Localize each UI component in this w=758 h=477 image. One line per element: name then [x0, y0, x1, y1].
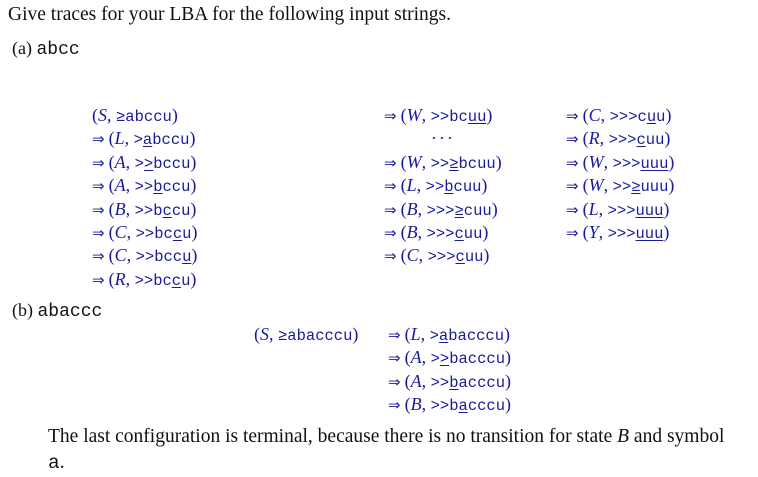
config-comma: , [600, 105, 610, 125]
derivation-arrow: ⇒ [388, 396, 401, 415]
derivation-arrow: ⇒ [566, 223, 579, 242]
config-comma: , [421, 394, 431, 415]
config-state: A [410, 347, 422, 368]
config-comma: , [125, 151, 135, 172]
config-close: ) [505, 347, 512, 368]
trace-a-column-1 [92, 104, 197, 291]
config-close: ) [668, 175, 675, 196]
derivation-arrow: ⇒ [92, 223, 105, 242]
config-comma: , [421, 347, 431, 368]
config-tape [608, 225, 664, 243]
config-tape [431, 374, 505, 392]
derivation-arrow: ⇒ [92, 247, 105, 266]
config-tape [613, 155, 669, 173]
config-open: ( [400, 221, 407, 242]
tape-segment: >> [430, 373, 450, 392]
config-tape [427, 225, 483, 243]
tape-segment: >> [612, 178, 632, 197]
conclusion-symbol: a [48, 452, 60, 474]
config-close: ) [191, 245, 198, 266]
tape-head-cell: u [182, 248, 192, 267]
derivation-arrow: ⇒ [388, 326, 401, 344]
tape-head-cell: a [438, 327, 449, 345]
tape-segment: bacccu [448, 327, 505, 345]
tape-segment: >> [134, 201, 154, 220]
tape-segment: > [134, 154, 144, 173]
tape-head-cell: b [444, 178, 454, 197]
tape-head-cell: c [636, 131, 646, 150]
config-open: ( [404, 394, 411, 415]
tape-head-cell: ≥ [454, 201, 464, 220]
tape-segment: acccu [458, 373, 506, 392]
tape-segment: >>> [426, 224, 455, 243]
derivation-arrow: ⇒ [92, 270, 105, 289]
config-state: W [406, 151, 422, 172]
tape-head-cell: uuu [635, 201, 664, 220]
tape-segment: >> [430, 397, 450, 416]
config-comma: , [124, 128, 134, 149]
config-close: ) [191, 221, 198, 242]
config-open: ( [108, 198, 115, 219]
config-state: S [98, 105, 107, 125]
tape-segment: uuu [640, 178, 669, 197]
tape-segment: >> [430, 154, 450, 173]
config-comma: , [126, 221, 136, 242]
config-comma: , [125, 198, 135, 219]
derivation-arrow: ⇒ [388, 372, 401, 391]
derivation-arrow: ⇒ [92, 130, 105, 149]
config-comma: , [603, 151, 613, 172]
trace-row [92, 244, 197, 267]
config-state: W [588, 151, 604, 172]
config-tape [608, 202, 664, 220]
trace-row [566, 198, 674, 221]
config-open: ( [582, 221, 589, 242]
config-tape [427, 202, 492, 220]
config-open: ( [92, 105, 98, 125]
tape-segment: uu [645, 131, 665, 150]
tape-head-cell: c [171, 271, 182, 290]
derivation-arrow: ⇒ [92, 177, 105, 196]
derivation-arrow: ⇒ [92, 200, 105, 219]
trace-b-column-1 [254, 323, 358, 346]
config-close: ) [482, 221, 489, 242]
config-state: B [406, 221, 418, 242]
config-comma: , [421, 105, 431, 125]
trace-a-column-3 [566, 104, 674, 244]
config-comma: , [420, 324, 430, 344]
config-comma: , [421, 370, 431, 391]
part-a-label: (a) [12, 38, 32, 58]
tape-segment: >> [135, 224, 155, 243]
trace-row [384, 151, 502, 174]
config-open: ( [404, 324, 411, 344]
tape-segment: u [181, 271, 191, 290]
trace-row [384, 104, 502, 127]
config-open: ( [108, 128, 115, 149]
config-close: ) [505, 394, 512, 415]
trace-row [388, 346, 511, 369]
config-open: ( [400, 245, 407, 266]
config-close: ) [189, 128, 196, 149]
config-close: ) [483, 245, 490, 266]
derivation-arrow: ⇒ [384, 223, 397, 242]
derivation-arrow: ⇒ [388, 349, 401, 368]
config-state: B [114, 198, 126, 219]
config-close: ) [663, 221, 670, 242]
config-state: R [114, 268, 126, 289]
tape-segment: >>> [427, 248, 456, 267]
tape-head-cell: ≥ [449, 154, 459, 173]
tape-segment: >>> [607, 224, 636, 243]
conclusion-text-middle: and symbol [629, 426, 725, 447]
part-a-input: abcc [36, 40, 80, 60]
config-close: ) [505, 370, 512, 391]
trace-row [92, 221, 197, 244]
config-tape [431, 397, 505, 415]
tape-segment: b [153, 201, 163, 220]
tape-segment: uu [463, 224, 483, 243]
config-tape [135, 272, 191, 290]
trace-b-column-2 [388, 323, 511, 417]
trace-row [388, 370, 511, 393]
config-comma: , [417, 221, 427, 242]
trace-row [566, 127, 674, 150]
tape-head-cell: a [142, 131, 153, 150]
tape-segment: cuu [453, 178, 482, 197]
config-open: ( [108, 268, 115, 289]
config-comma: , [125, 175, 135, 196]
part-a-heading [12, 38, 80, 60]
config-open: ( [108, 221, 115, 242]
tape-head-cell: uu [467, 108, 487, 126]
config-tape [135, 178, 191, 196]
tape-head-cell: > [439, 350, 450, 369]
trace-row [388, 393, 511, 416]
config-open: ( [400, 175, 407, 196]
config-state: C [406, 245, 419, 266]
tape-head-cell: c [172, 224, 183, 243]
derivation-arrow: ⇒ [566, 107, 579, 125]
config-state: C [114, 245, 127, 266]
config-tape [428, 248, 484, 266]
config-open: ( [400, 151, 407, 172]
conclusion-text-before: The last configuration is terminal, because there is no transition for state [48, 426, 618, 447]
trace-row [384, 221, 502, 244]
config-state: L [114, 128, 125, 149]
tape-segment: bcc [154, 248, 183, 267]
tape-segment: c [637, 108, 647, 126]
tape-segment: >> [430, 108, 450, 126]
config-close: ) [491, 198, 498, 219]
tape-segment: u [656, 108, 666, 126]
tape-segment: ccu [162, 178, 191, 197]
tape-segment: bc [154, 224, 173, 243]
config-state: Y [588, 221, 599, 242]
config-state: L [588, 198, 599, 219]
tape-segment: bccu [153, 154, 191, 173]
tape-segment: bc [449, 108, 468, 126]
trace-ellipsis: ··· [430, 128, 455, 149]
tape-segment: b [449, 397, 459, 416]
config-open: ( [582, 151, 589, 172]
part-b-heading [12, 300, 102, 322]
config-tape [134, 131, 190, 149]
part-b-label: (b) [12, 300, 33, 320]
trace-row [92, 268, 197, 291]
conclusion-text-after: . [59, 452, 65, 473]
derivation-arrow: ⇒ [384, 153, 397, 172]
tape-head-cell: c [162, 201, 172, 220]
derivation-arrow: ⇒ [384, 177, 397, 196]
config-tape [610, 108, 666, 126]
derivation-arrow: ⇒ [384, 107, 397, 125]
trace-row [92, 127, 197, 150]
config-close: ) [495, 151, 502, 172]
question-text: Give traces for your LBA for the following input strings. [8, 4, 452, 25]
tape-head-cell: ≥ [631, 178, 641, 197]
config-comma: , [418, 245, 428, 266]
config-tape [116, 108, 172, 126]
tape-segment: >> [134, 271, 154, 290]
derivation-arrow: ⇒ [92, 153, 105, 172]
tape-segment: bc [153, 271, 172, 290]
tape-segment: > [430, 350, 440, 369]
config-state: A [114, 175, 126, 196]
tape-segment: >> [134, 178, 154, 197]
trace-row [92, 151, 197, 174]
derivation-arrow: ⇒ [566, 130, 579, 149]
config-comma: , [598, 198, 608, 219]
trace-row [388, 323, 511, 346]
trace-a-column-2 [384, 104, 502, 268]
config-state: L [410, 324, 421, 344]
config-close: ) [190, 175, 197, 196]
trace-row [566, 151, 674, 174]
config-open: ( [108, 245, 115, 266]
trace-row [566, 174, 674, 197]
trace-row [254, 323, 358, 346]
config-close: ) [190, 268, 197, 289]
tape-segment: bccu [152, 131, 190, 150]
part-b-input: abaccc [37, 302, 103, 322]
tape-segment: u [182, 224, 192, 243]
config-tape [430, 327, 504, 345]
config-comma: , [598, 221, 608, 242]
config-open: ( [400, 105, 407, 125]
config-state: B [410, 394, 422, 415]
config-close: ) [486, 105, 493, 125]
trace-row [566, 221, 674, 244]
tape-head-cell: a [458, 397, 468, 416]
config-tape [136, 248, 192, 266]
tape-head-cell: uuu [640, 154, 669, 173]
config-tape [431, 350, 505, 368]
derivation-arrow: ⇒ [566, 200, 579, 219]
tape-segment: bacccu [449, 350, 506, 369]
trace-row [566, 104, 674, 127]
trace-row [384, 244, 502, 267]
config-state: L [406, 175, 417, 196]
config-comma: , [421, 151, 431, 172]
trace-row [384, 198, 502, 221]
config-tape [278, 327, 352, 345]
config-comma: , [269, 324, 278, 344]
config-comma: , [416, 175, 426, 196]
config-open: ( [404, 370, 411, 391]
config-open: ( [582, 105, 589, 125]
config-comma: , [107, 105, 116, 125]
tape-segment: cu [171, 201, 191, 220]
tape-segment: >>> [426, 201, 455, 220]
tape-segment: >>> [608, 131, 637, 150]
trace-row [92, 104, 197, 127]
tape-segment: > [133, 131, 143, 150]
config-close: ) [481, 175, 488, 196]
tape-segment: ≥abccu [116, 108, 172, 126]
tape-segment: >>> [612, 154, 641, 173]
derivation-arrow: ⇒ [566, 153, 579, 172]
tape-head-cell: > [143, 154, 154, 173]
config-open: ( [582, 175, 589, 196]
config-comma: , [126, 245, 136, 266]
config-state: W [588, 175, 604, 196]
trace-row [384, 174, 502, 197]
config-tape [431, 155, 496, 173]
config-comma: , [417, 198, 427, 219]
config-close: ) [190, 198, 197, 219]
tape-head-cell: uuu [635, 224, 664, 243]
config-state: C [114, 221, 127, 242]
config-tape [135, 202, 191, 220]
tape-head-cell: b [449, 373, 459, 392]
tape-segment: cccu [467, 397, 506, 416]
config-state: W [406, 105, 422, 125]
config-close: ) [663, 198, 670, 219]
config-state: B [406, 198, 418, 219]
derivation-arrow: ⇒ [566, 177, 579, 196]
tape-segment: cuu [463, 201, 492, 220]
config-tape [609, 131, 665, 149]
derivation-arrow: ⇒ [384, 247, 397, 266]
config-tape [135, 155, 191, 173]
config-close: ) [504, 324, 511, 344]
config-close: ) [190, 151, 197, 172]
tape-segment: uu [464, 248, 484, 267]
tape-segment: > [429, 327, 439, 345]
config-state: C [588, 105, 601, 125]
config-close: ) [668, 151, 675, 172]
config-tape [431, 108, 487, 126]
config-state: S [260, 324, 269, 344]
config-close: ) [664, 128, 671, 149]
config-open: ( [400, 198, 407, 219]
config-open: ( [582, 198, 589, 219]
config-open: ( [254, 324, 260, 344]
conclusion-paragraph [48, 424, 752, 476]
config-comma: , [599, 128, 609, 149]
tape-segment: bcuu [458, 154, 496, 173]
derivation-arrow: ⇒ [384, 200, 397, 219]
tape-head-cell: u [646, 108, 657, 126]
trace-row [92, 174, 197, 197]
config-open: ( [108, 151, 115, 172]
config-open: ( [582, 128, 589, 149]
config-comma: , [125, 268, 135, 289]
config-state: A [114, 151, 126, 172]
config-tape [136, 225, 192, 243]
config-comma: , [603, 175, 613, 196]
tape-segment: >> [135, 248, 155, 267]
conclusion-state: B [617, 426, 630, 447]
tape-segment: ≥abacccu [278, 327, 353, 345]
config-state: R [588, 128, 600, 149]
config-state: A [410, 370, 422, 391]
config-open: ( [108, 175, 115, 196]
config-close: ) [171, 105, 178, 125]
config-close: ) [352, 324, 359, 344]
config-open: ( [404, 347, 411, 368]
tape-segment: >> [425, 178, 445, 197]
config-tape [426, 178, 482, 196]
trace-row [384, 127, 502, 150]
config-tape [613, 178, 669, 196]
tape-segment: >>> [609, 108, 638, 126]
tape-head-cell: b [153, 178, 163, 197]
tape-segment: >>> [607, 201, 636, 220]
config-close: ) [665, 105, 672, 125]
trace-row [92, 198, 197, 221]
tape-head-cell: c [454, 224, 464, 243]
tape-head-cell: c [455, 248, 465, 267]
